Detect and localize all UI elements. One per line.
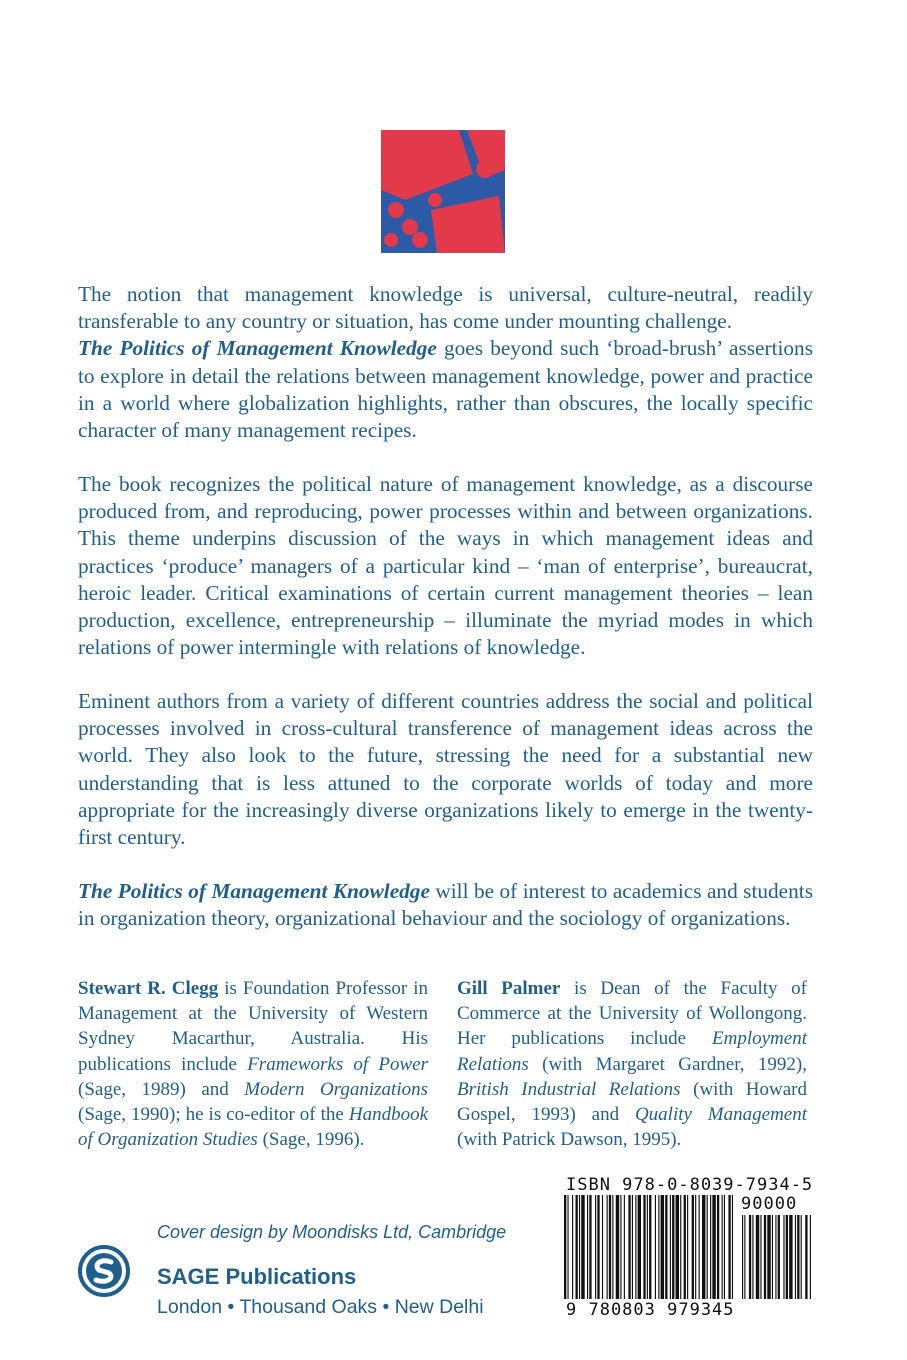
work-title: Handbook of Organization Studies [78, 1104, 428, 1151]
work-title: Modern Organizations [244, 1078, 428, 1100]
bio-text: (Sage, 1989) and [78, 1078, 245, 1100]
publisher-name: SAGE Publications [157, 1264, 357, 1289]
isbn-label: ISBN 978-0-8039-7934-5 [566, 1175, 814, 1195]
bio-text: is Foundation Professor in Management at the University of Western Sydney Macarthur, Australia. His publications include [78, 978, 428, 1075]
blurb-paragraph-4 [78, 878, 813, 932]
work-title: Frameworks of Power [247, 1053, 428, 1075]
bio-text: (with Margaret Gardner, 1992), [528, 1053, 807, 1075]
blurb-p4-rest: will be of interest to academics and students in organization theory, organizational behaviour and the sociology of organizations. [78, 879, 813, 931]
work-title: Quality Management [634, 1104, 808, 1126]
author-name: Stewart R. Clegg [78, 978, 219, 999]
bio-text: (Sage, 1990); he is co-editor of the [78, 1104, 349, 1126]
cover-design-credit: Cover design by Moondisks Ltd, Cambridge [157, 1222, 507, 1242]
bio-text: (Sage, 1996). [257, 1129, 365, 1151]
work-title: British Industrial Relations [457, 1078, 681, 1100]
bio-text: (with Patrick Dawson, 1995). [457, 1129, 682, 1151]
price-code: 90000 [741, 1194, 798, 1214]
blurb-paragraph-3: Eminent authors from a variety of different countries address the social and political processes involved in cross-cultural transference of management ideas across the world. They also look to the future, stressing the need for a substantial new understanding that is less attuned to the corporate worlds of today and more appropriate for the increasingly diverse organizations likely to emerge in the twenty-first century. [78, 689, 813, 850]
sage-s-logo-icon [78, 1245, 130, 1297]
work-title: Employment Relations [457, 1028, 807, 1075]
author-bio-palmer [457, 976, 807, 1152]
barcode-number: 9 780803 979345 [566, 1300, 735, 1320]
blurb-paragraph-1 [78, 281, 813, 444]
blurb-p1-intro: The notion that management knowledge is universal, culture-neutral, readily transferable to any country or situation, has come under mounting challenge. [78, 282, 813, 334]
publisher-cities: London • Thousand Oaks • New Delhi [157, 1296, 484, 1318]
book-title-emphasis: The Politics of Management Knowledge [78, 336, 437, 361]
bio-text: is Dean of the Faculty of Commerce at the University of Wollongong. Her publications include [457, 978, 807, 1050]
cover-art-logo [381, 130, 505, 253]
author-name: Gill Palmer [457, 978, 561, 999]
blurb-p1-rest: goes beyond such ‘broad-brush’ assertions to explore in detail the relations between management knowledge, power and practice in a world where globalization highlights, rather than obscures, the locally specific character of many management recipes. [78, 336, 813, 443]
bio-text: (with Howard Gospel, 1993) and [457, 1078, 808, 1126]
book-title-emphasis: The Politics of Management Knowledge [78, 879, 430, 903]
author-bio-clegg [78, 976, 428, 1152]
blurb-paragraph-2: The book recognizes the political nature of management knowledge, as a discourse produced from, and reproducing, power processes within and between organizations. This theme underpins discussion of the ways in which management ideas and practices ‘produce’ managers of a particular kind – ‘man of enterprise’, bureaucrat, heroic leader. Critical examinations of certain current management theories – lean production, excellence, entrepreneurship – illuminate the myriad modes in which relations of power intermingle with relations of knowledge. [78, 472, 813, 660]
